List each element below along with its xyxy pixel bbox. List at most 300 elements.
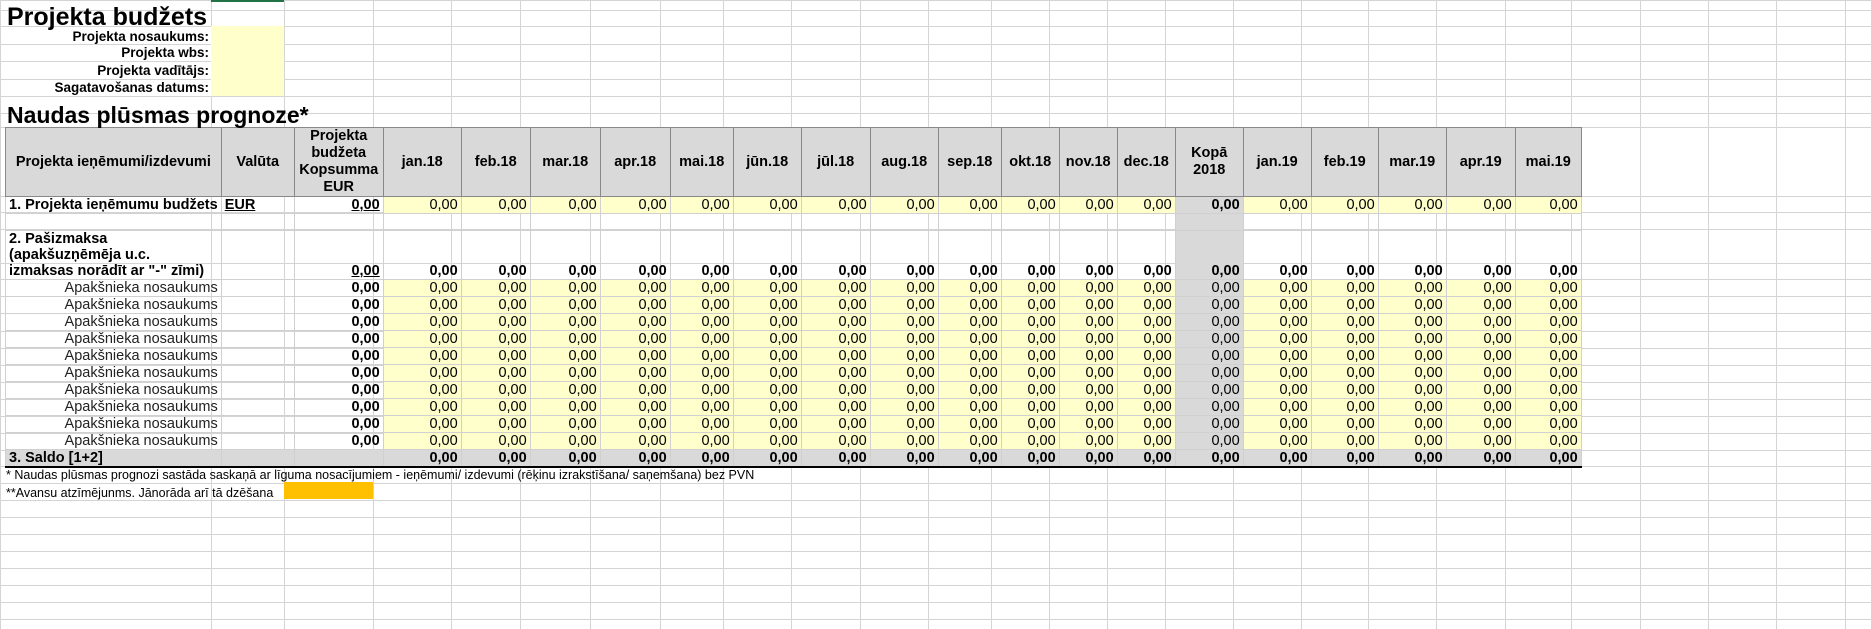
month-input-cell[interactable]: 0,00 [801,382,870,399]
month-input-cell[interactable]: 0,00 [870,197,938,214]
month-input-cell[interactable]: 0,00 [600,348,670,365]
month-input-cell[interactable]: 0,00 [1059,331,1117,348]
month-input-cell[interactable]: 0,00 [600,416,670,433]
month-input-cell[interactable]: 0,00 [733,197,801,214]
month-input-cell[interactable]: 0,00 [1446,348,1515,365]
month-input-cell[interactable]: 0,00 [1446,416,1515,433]
month-input-cell[interactable]: 0,00 [870,433,938,450]
subcontractor-name[interactable]: Apakšnieka nosaukums [6,365,222,382]
project-wbs-label: Projekta wbs: [121,45,209,60]
month-input-cell[interactable]: 0,00 [530,331,600,348]
month-input-cell[interactable]: 0,00 [938,433,1001,450]
month-input-cell[interactable]: 0,00 [1001,365,1059,382]
month-input-cell[interactable]: 0,00 [383,331,461,348]
month-input-cell[interactable]: 0,00 [383,382,461,399]
month-input-cell[interactable]: 0,00 [1446,280,1515,297]
header-month: mar.19 [1378,128,1446,197]
month-input-cell[interactable]: 0,00 [1446,399,1515,416]
month-input-cell[interactable]: 0,00 [1515,297,1581,314]
month-input-cell[interactable]: 0,00 [1378,348,1446,365]
month-input-cell[interactable]: 0,00 [1311,416,1378,433]
header-month: jūn.18 [733,128,801,197]
month-input-cell[interactable]: 0,00 [670,399,733,416]
month-input-cell[interactable]: 0,00 [1117,348,1175,365]
month-input-cell[interactable]: 0,00 [1059,399,1117,416]
month-input-cell[interactable]: 0,00 [530,416,600,433]
saldo-cell: 0,00 [1378,450,1446,468]
year-total-cell: 0,00 [1175,297,1243,314]
month-input-cell[interactable]: 0,00 [670,365,733,382]
month-input-cell[interactable]: 0,00 [461,416,530,433]
month-input-cell[interactable]: 0,00 [938,331,1001,348]
month-input-cell[interactable]: 0,00 [461,399,530,416]
month-input-cell[interactable]: 0,00 [530,297,600,314]
empty-cell [1175,214,1243,231]
month-input-cell[interactable]: 0,00 [938,365,1001,382]
month-input-cell[interactable]: 0,00 [383,399,461,416]
month-input-cell[interactable]: 0,00 [461,365,530,382]
header-month: jūl.18 [801,128,870,197]
month-input-cell[interactable]: 0,00 [670,297,733,314]
month-input-cell[interactable]: 0,00 [383,197,461,214]
month-input-cell[interactable]: 0,00 [1515,280,1581,297]
month-input-cell[interactable]: 0,00 [530,280,600,297]
month-input-cell[interactable]: 0,00 [461,297,530,314]
saldo-cell: 0,00 [1311,450,1378,468]
header-month: Kopā 2018 [1175,128,1243,197]
subcontractor-total: 0,00 [294,433,383,450]
month-input-cell[interactable]: 0,00 [1243,365,1311,382]
month-input-cell[interactable]: 0,00 [600,331,670,348]
month-input-cell[interactable]: 0,00 [530,382,600,399]
month-input-cell[interactable]: 0,00 [938,416,1001,433]
saldo-row [6,450,1582,468]
month-input-cell[interactable]: 0,00 [1446,331,1515,348]
saldo-cell: 0,00 [461,450,530,468]
subcontractor-name[interactable]: Apakšnieka nosaukums [6,416,222,433]
empty-cell [221,433,294,450]
month-total-cell: 0,00 [938,231,1001,280]
month-input-cell[interactable]: 0,00 [461,382,530,399]
subcontractor-total: 0,00 [294,331,383,348]
month-input-cell[interactable]: 0,00 [600,365,670,382]
month-input-cell[interactable]: 0,00 [1243,348,1311,365]
month-input-cell[interactable]: 0,00 [1059,416,1117,433]
month-input-cell[interactable]: 0,00 [1515,197,1581,214]
income-label: 1. Projekta ieņēmumu budžets [6,197,222,214]
header-month: jan.18 [383,128,461,197]
income-total: 0,00 [294,197,383,214]
month-input-cell[interactable]: 0,00 [530,197,600,214]
preparation-date-label: Sagatavošanas datums: [54,80,209,95]
header-month: sep.18 [938,128,1001,197]
month-input-cell[interactable]: 0,00 [600,197,670,214]
month-input-cell[interactable]: 0,00 [530,433,600,450]
month-input-cell[interactable]: 0,00 [1059,382,1117,399]
month-input-cell[interactable]: 0,00 [801,433,870,450]
subcontractor-total: 0,00 [294,314,383,331]
month-input-cell[interactable]: 0,00 [1059,433,1117,450]
month-input-cell[interactable]: 0,00 [1515,365,1581,382]
month-input-cell[interactable]: 0,00 [1311,280,1378,297]
month-input-cell[interactable]: 0,00 [670,314,733,331]
month-input-cell[interactable]: 0,00 [1117,382,1175,399]
month-input-cell[interactable]: 0,00 [1059,297,1117,314]
month-input-cell[interactable]: 0,00 [870,331,938,348]
month-input-cell[interactable]: 0,00 [1311,331,1378,348]
empty-cell [221,348,294,365]
month-input-cell[interactable]: 0,00 [1311,314,1378,331]
month-input-cell[interactable]: 0,00 [1059,314,1117,331]
header-month: okt.18 [1001,128,1059,197]
month-input-cell[interactable]: 0,00 [733,399,801,416]
month-input-cell[interactable]: 0,00 [938,297,1001,314]
month-input-cell[interactable]: 0,00 [1117,365,1175,382]
subcontractor-row [6,331,1582,348]
month-input-cell[interactable]: 0,00 [870,280,938,297]
month-input-cell[interactable]: 0,00 [733,297,801,314]
month-input-cell[interactable]: 0,00 [801,348,870,365]
month-input-cell[interactable]: 0,00 [1001,348,1059,365]
year-total-cell: 0,00 [1175,348,1243,365]
month-input-cell[interactable]: 0,00 [1446,433,1515,450]
month-input-cell[interactable]: 0,00 [1117,416,1175,433]
month-input-cell[interactable]: 0,00 [670,348,733,365]
year-total-cell: 0,00 [1175,197,1243,214]
month-input-cell[interactable]: 0,00 [801,280,870,297]
empty-cell [1515,214,1581,231]
month-input-cell[interactable]: 0,00 [870,314,938,331]
month-input-cell[interactable]: 0,00 [1311,348,1378,365]
month-input-cell[interactable]: 0,00 [1001,399,1059,416]
empty-cell [383,214,461,231]
saldo-cell: 0,00 [1515,450,1581,468]
empty-cell [221,382,294,399]
month-input-cell[interactable]: 0,00 [1311,197,1378,214]
year-total-cell: 0,00 [1175,416,1243,433]
month-total-cell: 0,00 [801,231,870,280]
month-input-cell[interactable]: 0,00 [1446,297,1515,314]
subcontractor-total: 0,00 [294,348,383,365]
empty-cell [221,399,294,416]
month-input-cell[interactable]: 0,00 [1515,314,1581,331]
subcontractor-name[interactable]: Apakšnieka nosaukums [6,314,222,331]
month-input-cell[interactable]: 0,00 [530,348,600,365]
month-input-cell[interactable]: 0,00 [1117,314,1175,331]
month-input-cell[interactable]: 0,00 [801,297,870,314]
month-input-cell[interactable]: 0,00 [670,331,733,348]
saldo-cell: 0,00 [1243,450,1311,468]
month-input-cell[interactable]: 0,00 [1378,382,1446,399]
header-month: aug.18 [870,128,938,197]
month-input-cell[interactable]: 0,00 [870,297,938,314]
month-total-cell: 0,00 [600,231,670,280]
month-input-cell[interactable]: 0,00 [870,382,938,399]
project-name-input[interactable] [214,30,282,46]
saldo-cell: 0,00 [1175,450,1243,468]
month-input-cell[interactable]: 0,00 [1243,331,1311,348]
month-input-cell[interactable]: 0,00 [1378,314,1446,331]
empty-cell [870,214,938,231]
month-input-cell[interactable]: 0,00 [1117,280,1175,297]
month-input-cell[interactable]: 0,00 [530,314,600,331]
subcontractor-name[interactable]: Apakšnieka nosaukums [6,399,222,416]
month-total-cell: 0,00 [1059,231,1117,280]
header-month: feb.18 [461,128,530,197]
month-input-cell[interactable]: 0,00 [1059,348,1117,365]
month-input-cell[interactable]: 0,00 [1243,416,1311,433]
month-input-cell[interactable]: 0,00 [801,399,870,416]
month-input-cell[interactable]: 0,00 [670,280,733,297]
month-input-cell[interactable]: 0,00 [600,314,670,331]
month-input-cell[interactable]: 0,00 [1311,433,1378,450]
saldo-cell: 0,00 [670,450,733,468]
header-item: Projekta ieņēmumi/izdevumi [6,128,222,197]
month-input-cell[interactable]: 0,00 [600,382,670,399]
cash-flow-table [5,127,1582,468]
saldo-cell: 0,00 [733,450,801,468]
month-input-cell[interactable]: 0,00 [733,416,801,433]
month-input-cell[interactable]: 0,00 [1001,297,1059,314]
month-input-cell[interactable]: 0,00 [1515,348,1581,365]
month-input-cell[interactable]: 0,00 [1001,382,1059,399]
preparation-date-input[interactable] [214,81,282,97]
month-input-cell[interactable]: 0,00 [1311,297,1378,314]
cost-label: 2. Pašizmaksa (apakšuzņēmēja u.c. izmaksas norādīt ar "-" zīmi) [6,231,222,280]
page-title: Projekta budžets [7,3,208,31]
subcontractor-total: 0,00 [294,365,383,382]
month-input-cell[interactable]: 0,00 [1001,197,1059,214]
month-total-cell: 0,00 [1378,231,1446,280]
month-input-cell[interactable]: 0,00 [1243,433,1311,450]
header-month: mai.18 [670,128,733,197]
subcontractor-name[interactable]: Apakšnieka nosaukums [6,331,222,348]
month-input-cell[interactable]: 0,00 [600,297,670,314]
month-input-cell[interactable]: 0,00 [1243,399,1311,416]
month-input-cell[interactable]: 0,00 [383,365,461,382]
header-month: dec.18 [1117,128,1175,197]
month-input-cell[interactable]: 0,00 [600,433,670,450]
month-input-cell[interactable]: 0,00 [1378,433,1446,450]
month-input-cell[interactable]: 0,00 [1243,197,1311,214]
month-input-cell[interactable]: 0,00 [600,280,670,297]
month-input-cell[interactable]: 0,00 [938,348,1001,365]
month-input-cell[interactable]: 0,00 [870,416,938,433]
empty-cell [294,450,383,468]
month-input-cell[interactable]: 0,00 [461,314,530,331]
header-total: Projekta budžeta Kopsumma EUR [294,128,383,197]
month-input-cell[interactable]: 0,00 [1001,280,1059,297]
table-header-row [6,128,1582,197]
project-manager-input[interactable] [214,64,282,80]
month-input-cell[interactable]: 0,00 [383,433,461,450]
month-input-cell[interactable]: 0,00 [938,314,1001,331]
month-input-cell[interactable]: 0,00 [1378,280,1446,297]
income-row [6,197,1582,214]
month-input-cell[interactable]: 0,00 [1311,365,1378,382]
month-input-cell[interactable]: 0,00 [1446,365,1515,382]
month-input-cell[interactable]: 0,00 [383,280,461,297]
subcontractor-row [6,365,1582,382]
empty-cell [1059,214,1117,231]
month-input-cell[interactable]: 0,00 [461,348,530,365]
month-input-cell[interactable]: 0,00 [1446,197,1515,214]
month-input-cell[interactable]: 0,00 [870,365,938,382]
currency-cell[interactable]: EUR [221,197,294,214]
month-total-cell: 0,00 [670,231,733,280]
empty-cell [221,214,294,231]
month-input-cell[interactable]: 0,00 [733,348,801,365]
active-cell-marker [211,0,284,2]
month-input-cell[interactable]: 0,00 [530,365,600,382]
month-input-cell[interactable]: 0,00 [733,331,801,348]
month-input-cell[interactable]: 0,00 [733,280,801,297]
empty-cell [1243,214,1311,231]
month-input-cell[interactable]: 0,00 [733,314,801,331]
month-input-cell[interactable]: 0,00 [1515,399,1581,416]
month-input-cell[interactable]: 0,00 [1001,331,1059,348]
month-input-cell[interactable]: 0,00 [1446,314,1515,331]
month-input-cell[interactable]: 0,00 [938,197,1001,214]
month-input-cell[interactable]: 0,00 [1378,365,1446,382]
month-input-cell[interactable]: 0,00 [461,197,530,214]
month-input-cell[interactable]: 0,00 [600,399,670,416]
month-input-cell[interactable]: 0,00 [733,365,801,382]
saldo-cell: 0,00 [1059,450,1117,468]
month-total-cell: 0,00 [1117,231,1175,280]
month-input-cell[interactable]: 0,00 [1378,297,1446,314]
month-input-cell[interactable]: 0,00 [1378,197,1446,214]
month-input-cell[interactable]: 0,00 [1059,365,1117,382]
month-input-cell[interactable]: 0,00 [1059,197,1117,214]
subcontractor-row [6,433,1582,450]
month-input-cell[interactable]: 0,00 [938,399,1001,416]
empty-cell [801,214,870,231]
month-input-cell[interactable]: 0,00 [383,297,461,314]
subcontractor-name[interactable]: Apakšnieka nosaukums [6,280,222,297]
month-input-cell[interactable]: 0,00 [1117,433,1175,450]
month-input-cell[interactable]: 0,00 [1515,331,1581,348]
month-input-cell[interactable]: 0,00 [670,416,733,433]
subcontractor-total: 0,00 [294,280,383,297]
subcontractor-name[interactable]: Apakšnieka nosaukums [6,297,222,314]
saldo-cell: 0,00 [530,450,600,468]
month-input-cell[interactable]: 0,00 [383,348,461,365]
month-input-cell[interactable]: 0,00 [1001,314,1059,331]
saldo-cell: 0,00 [1117,450,1175,468]
month-input-cell[interactable]: 0,00 [870,348,938,365]
month-input-cell[interactable]: 0,00 [1059,280,1117,297]
subcontractor-name[interactable]: Apakšnieka nosaukums [6,382,222,399]
month-input-cell[interactable]: 0,00 [530,399,600,416]
month-input-cell[interactable]: 0,00 [1446,382,1515,399]
month-input-cell[interactable]: 0,00 [1117,331,1175,348]
month-input-cell[interactable]: 0,00 [1515,416,1581,433]
empty-cell [221,297,294,314]
project-wbs-input[interactable] [214,46,282,62]
month-input-cell[interactable]: 0,00 [461,280,530,297]
month-total-cell: 0,00 [530,231,600,280]
month-total-cell: 0,00 [383,231,461,280]
advance-marker-swatch [284,482,373,499]
header-month: apr.19 [1446,128,1515,197]
month-input-cell[interactable]: 0,00 [670,197,733,214]
month-input-cell[interactable]: 0,00 [1378,416,1446,433]
month-input-cell[interactable]: 0,00 [1515,382,1581,399]
empty-cell [221,331,294,348]
month-total-cell: 0,00 [870,231,938,280]
month-input-cell[interactable]: 0,00 [1243,382,1311,399]
month-input-cell[interactable]: 0,00 [1117,197,1175,214]
month-input-cell[interactable]: 0,00 [383,314,461,331]
month-input-cell[interactable]: 0,00 [1001,416,1059,433]
month-input-cell[interactable]: 0,00 [801,197,870,214]
empty-cell [221,365,294,382]
cost-total: 0,00 [294,231,383,280]
month-input-cell[interactable]: 0,00 [1378,399,1446,416]
month-total-cell: 0,00 [461,231,530,280]
empty-cell [1378,214,1446,231]
month-input-cell[interactable]: 0,00 [383,416,461,433]
empty-cell [294,214,383,231]
year-total-cell: 0,00 [1175,365,1243,382]
month-input-cell[interactable]: 0,00 [801,365,870,382]
subcontractor-row [6,382,1582,399]
cost-row [6,231,1582,280]
month-input-cell[interactable]: 0,00 [1378,331,1446,348]
month-input-cell[interactable]: 0,00 [801,331,870,348]
month-total-cell: 0,00 [1001,231,1059,280]
month-input-cell[interactable]: 0,00 [1515,433,1581,450]
year-total-cell: 0,00 [1175,331,1243,348]
header-month: mar.18 [530,128,600,197]
subcontractor-total: 0,00 [294,382,383,399]
empty-cell [733,214,801,231]
empty-cell [1446,214,1515,231]
month-input-cell[interactable]: 0,00 [1243,297,1311,314]
month-input-cell[interactable]: 0,00 [1311,399,1378,416]
month-input-cell[interactable]: 0,00 [938,382,1001,399]
subcontractor-name[interactable]: Apakšnieka nosaukums [6,433,222,450]
month-input-cell[interactable]: 0,00 [1243,280,1311,297]
footnote-advance: **Avansu atzīmējunms. Jānorāda arī tā dzēšana [6,486,274,500]
project-manager-label: Projekta vadītājs: [97,63,209,78]
month-input-cell[interactable]: 0,00 [461,331,530,348]
month-input-cell[interactable]: 0,00 [1001,433,1059,450]
header-month: jan.19 [1243,128,1311,197]
year-total-cell: 0,00 [1175,314,1243,331]
month-input-cell[interactable]: 0,00 [1311,382,1378,399]
month-input-cell[interactable]: 0,00 [938,280,1001,297]
month-input-cell[interactable]: 0,00 [1117,297,1175,314]
saldo-cell: 0,00 [1001,450,1059,468]
subcontractor-row [6,297,1582,314]
month-input-cell[interactable]: 0,00 [1117,399,1175,416]
month-total-cell: 0,00 [1446,231,1515,280]
header-month: nov.18 [1059,128,1117,197]
month-input-cell[interactable]: 0,00 [461,433,530,450]
month-input-cell[interactable]: 0,00 [1243,314,1311,331]
subcontractor-name[interactable]: Apakšnieka nosaukums [6,348,222,365]
month-input-cell[interactable]: 0,00 [670,433,733,450]
month-input-cell[interactable]: 0,00 [733,382,801,399]
month-input-cell[interactable]: 0,00 [801,416,870,433]
saldo-cell: 0,00 [600,450,670,468]
month-input-cell[interactable]: 0,00 [733,433,801,450]
month-input-cell[interactable]: 0,00 [870,399,938,416]
month-input-cell[interactable]: 0,00 [670,382,733,399]
month-input-cell[interactable]: 0,00 [801,314,870,331]
